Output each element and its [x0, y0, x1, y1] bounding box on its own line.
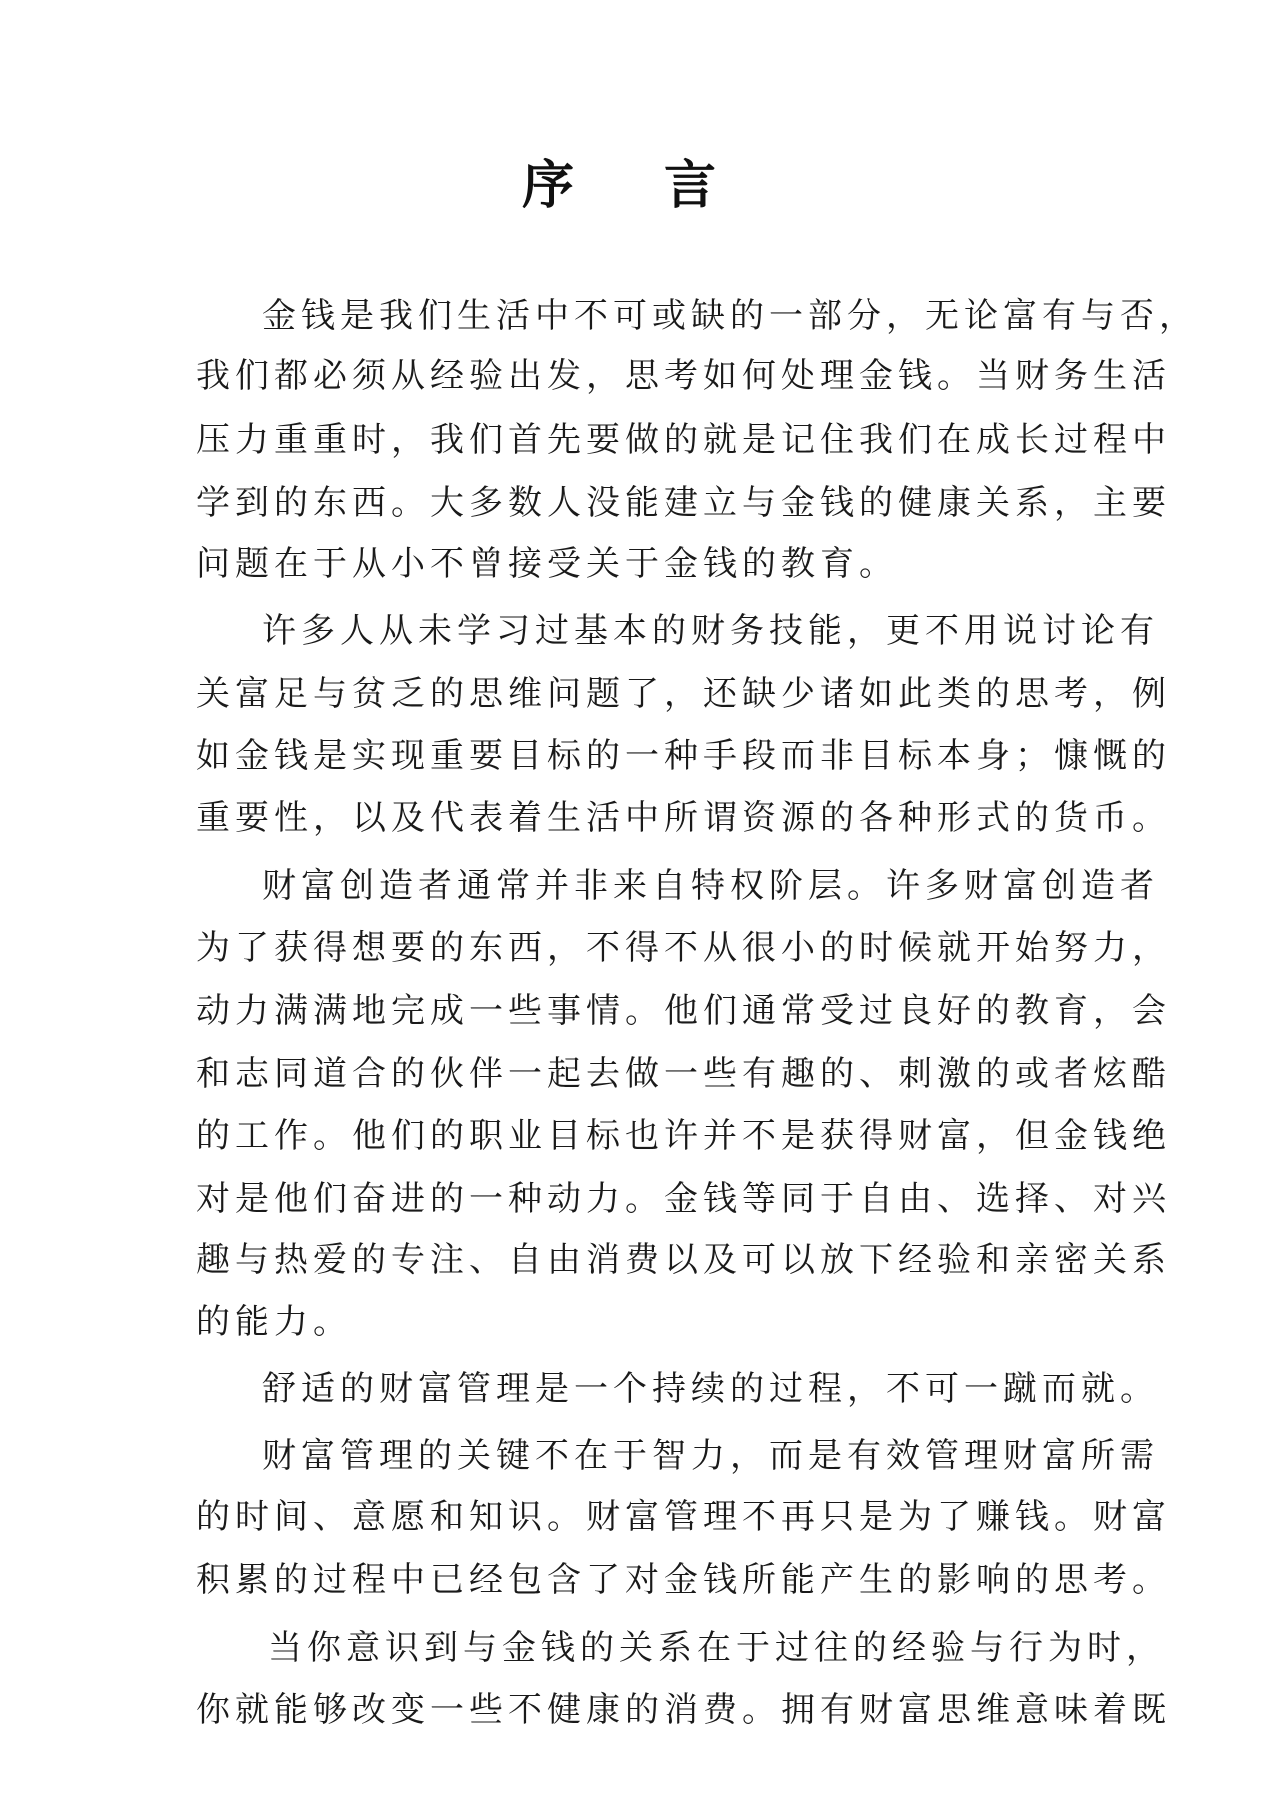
paragraph-line: 的能力。	[196, 1302, 352, 1342]
paragraph-line: 和志同道合的伙伴一起去做一些有趣的、刺激的或者炫酷	[196, 1054, 1171, 1094]
paragraph-line: 的时间、意愿和知识。财富管理不再只是为了赚钱。财富	[196, 1497, 1171, 1537]
paragraph-line: 学到的东西。大多数人没能建立与金钱的健康关系，主要	[196, 483, 1171, 523]
paragraph-line: 财富管理的关键不在于智力，而是有效管理财富所需	[262, 1436, 1159, 1476]
paragraph-line: 关富足与贫乏的思维问题了，还缺少诸如此类的思考，例	[196, 674, 1171, 714]
paragraph-line: 对是他们奋进的一种动力。金钱等同于自由、选择、对兴	[196, 1179, 1171, 1219]
paragraph-line: 为了获得想要的东西，不得不从很小的时候就开始努力，	[196, 928, 1171, 968]
paragraph-line: 问题在于从小不曾接受关于金钱的教育。	[196, 544, 898, 584]
paragraph-line: 积累的过程中已经包含了对金钱所能产生的影响的思考。	[196, 1560, 1171, 1600]
paragraph-line: 我们都必须从经验出发，思考如何处理金钱。当财务生活	[196, 356, 1171, 396]
paragraph-line: 许多人从未学习过基本的财务技能，更不用说讨论有	[262, 611, 1159, 651]
paragraph-line: 趣与热爱的专注、自由消费以及可以放下经验和亲密关系	[196, 1240, 1171, 1280]
paragraph-line: 你就能够改变一些不健康的消费。拥有财富思维意味着既	[196, 1690, 1171, 1730]
paragraph-line: 重要性，以及代表着生活中所谓资源的各种形式的货币。	[196, 798, 1171, 838]
paragraph-line: 舒适的财富管理是一个持续的过程，不可一蹴而就。	[262, 1369, 1159, 1409]
paragraph-line: 当你意识到与金钱的关系在于过往的经验与行为时，	[268, 1628, 1165, 1668]
paragraph-line: 财富创造者通常并非来自特权阶层。许多财富创造者	[262, 866, 1159, 906]
paragraph-line: 动力满满地完成一些事情。他们通常受过良好的教育，会	[196, 991, 1171, 1031]
paragraph-line: 压力重重时，我们首先要做的就是记住我们在成长过程中	[196, 420, 1171, 460]
paragraph-line: 如金钱是实现重要目标的一种手段而非目标本身；慷慨的	[196, 736, 1171, 776]
paragraph-line: 的工作。他们的职业目标也许并不是获得财富，但金钱绝	[196, 1116, 1171, 1156]
page-title: 序 言	[521, 155, 753, 216]
paragraph-line: 金钱是我们生活中不可或缺的一部分，无论富有与否，	[262, 296, 1198, 336]
